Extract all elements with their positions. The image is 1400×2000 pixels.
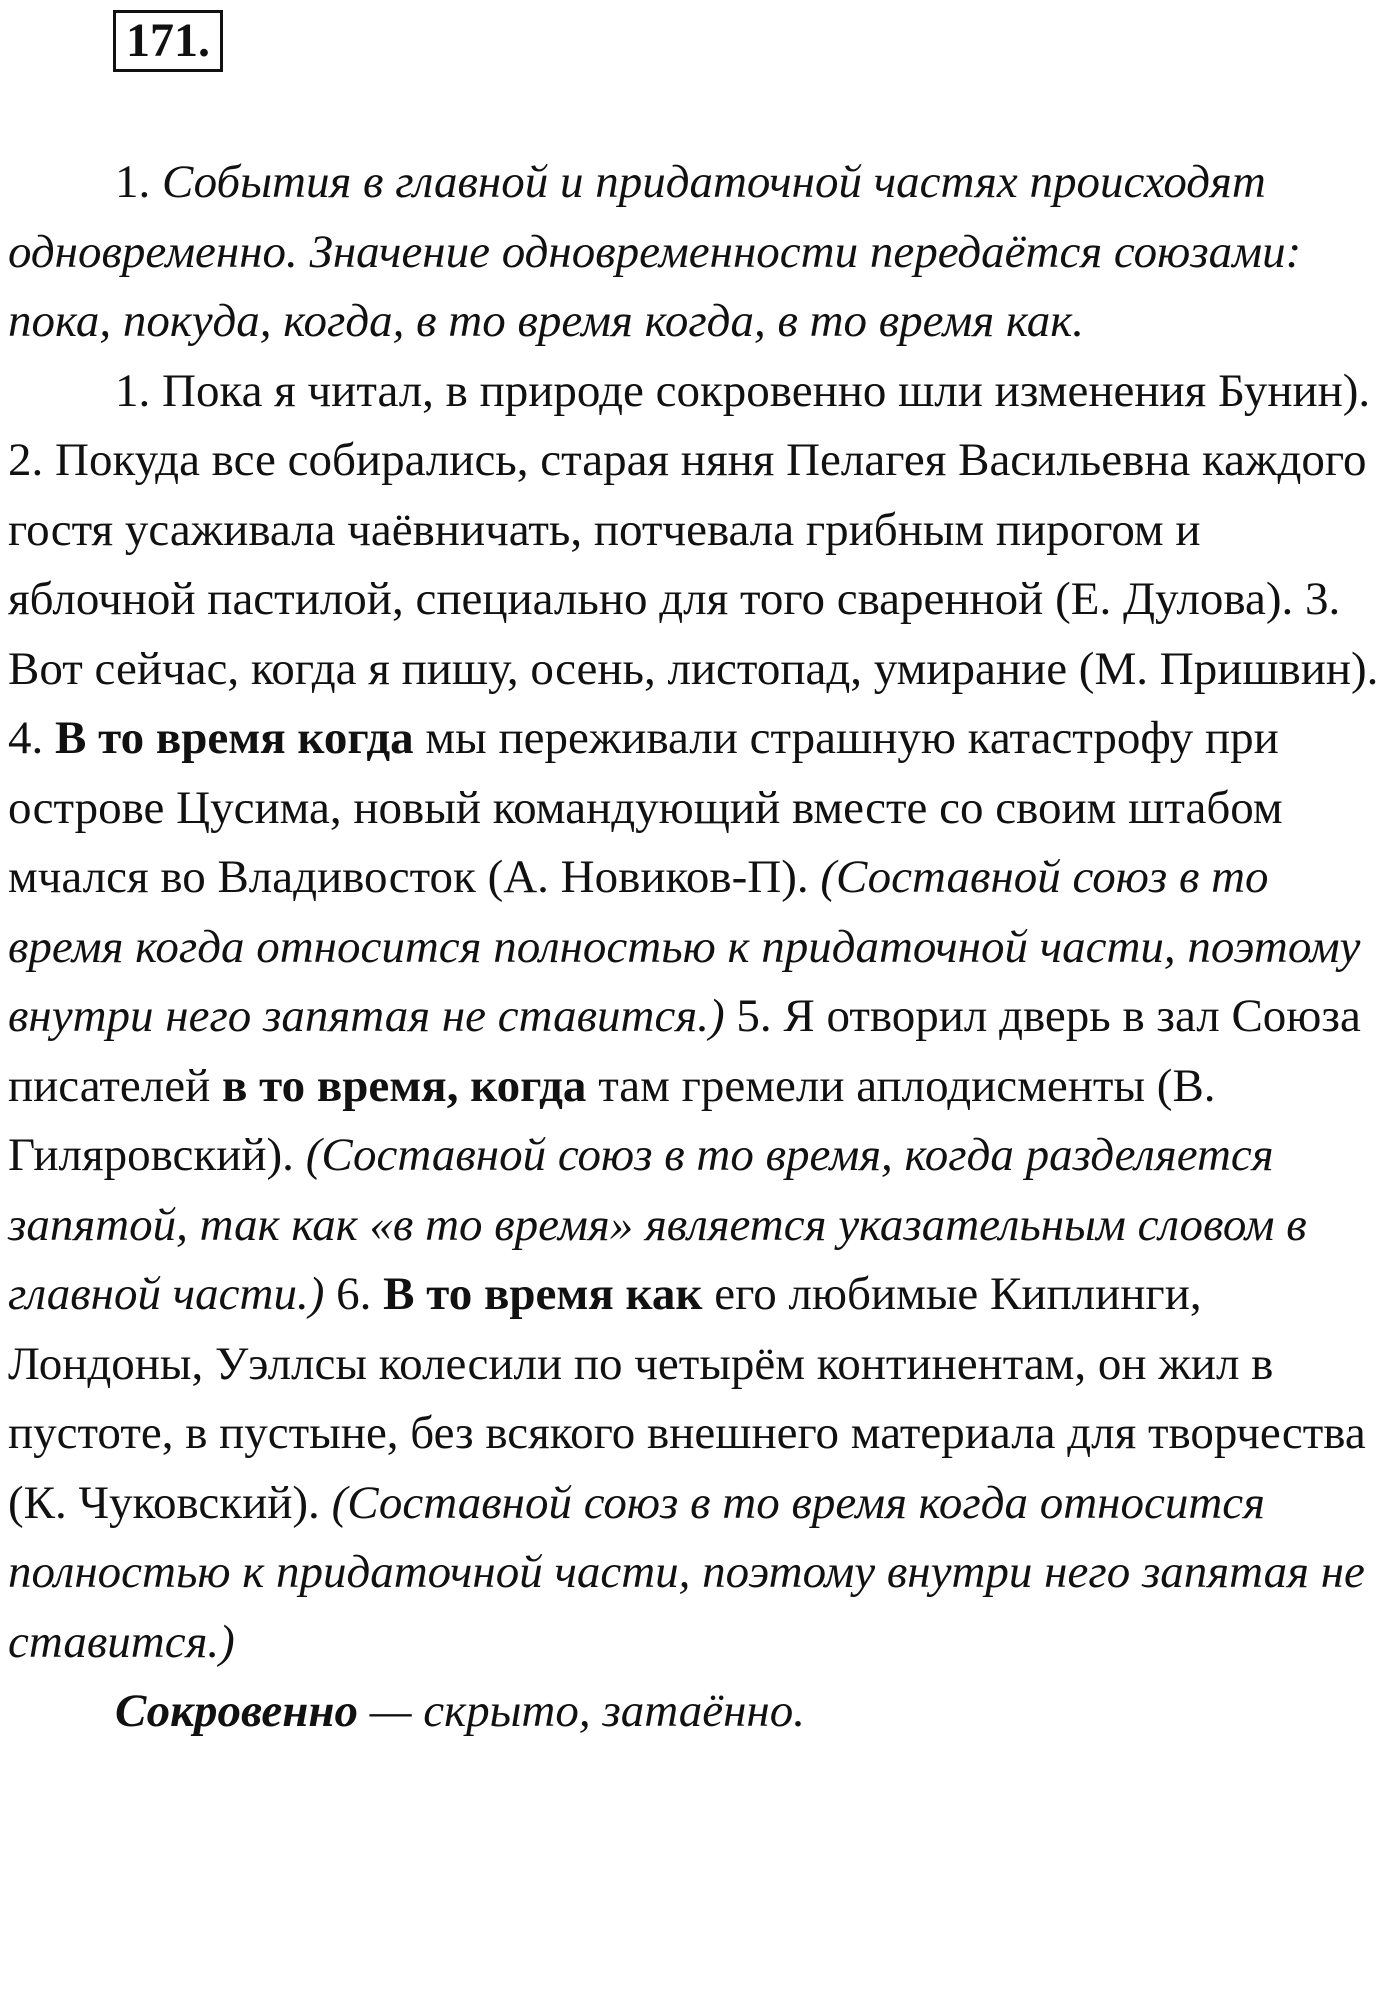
glossary-term: Сокровенно bbox=[115, 1685, 358, 1737]
intro-paragraph bbox=[8, 148, 1392, 357]
sentence-4-rest: мы переживали страшную катастрофу при острове Цусима, новый командующий вместе со своим штабом мчался во Владивосток (А. Новиков-П). bbox=[8, 712, 1283, 903]
sentence-6-rest: его любимые Киплинги, Лондоны, Уэллсы колесили по четырём континентам, он жил в пустоте, в пустыне, без всякого внешнего материала для творчества (К. Чуковский). bbox=[8, 1268, 1366, 1529]
conjunction-4: В то время когда bbox=[55, 712, 414, 764]
note-2: (Составной союз в то время, когда разделяется запятой, так как «в то время» является указательным словом в главной части.) bbox=[8, 1129, 1307, 1320]
glossary-paragraph bbox=[8, 1677, 1392, 1747]
sentence-5-start: 5. Я отворил дверь в зал Союза писателей bbox=[8, 990, 1361, 1112]
exercise-number: 171. bbox=[113, 10, 223, 72]
intro-number: 1. bbox=[115, 156, 151, 208]
conjunction-6: В то время как bbox=[383, 1268, 703, 1320]
glossary-definition: — скрыто, затаённо. bbox=[369, 1685, 805, 1737]
exercise-content bbox=[8, 148, 1392, 1747]
examples-sentences-1-4: 1. Пока я читал, в природе сокровенно шли изменения Бунин). 2. Покуда все собирались, старая няня Пелагея Васильевна каждого гостя усаживала чаёвничать, потчевала грибным пирогом и яблочной пастилой, специально для того сваренной (Е. Дулова). 3. Вот сейчас, когда я пишу, осень, листопад, умирание (М. Пришвин). 4. bbox=[8, 364, 1379, 764]
note-3: (Составной союз в то время когда относится полностью к придаточной части, поэтому внутри него запятая не ставится.) bbox=[8, 1476, 1365, 1668]
intro-text: События в главной и придаточной частях происходят одновременно. Значение одновременности передаётся союзами: пока, покуда, когда, в то время когда, в то время как. bbox=[8, 156, 1302, 347]
sentence-5-rest: там гремели аплодисменты (В. Гиляровский). bbox=[8, 1059, 1216, 1181]
note-1: (Составной союз в то время когда относится полностью к придаточной части, поэтому внутри него запятая не ставится.) bbox=[8, 851, 1361, 1042]
conjunction-5: в то время, когда bbox=[222, 1059, 587, 1112]
examples-paragraph bbox=[8, 357, 1392, 1678]
sentence-6-number: 6. bbox=[336, 1268, 372, 1320]
